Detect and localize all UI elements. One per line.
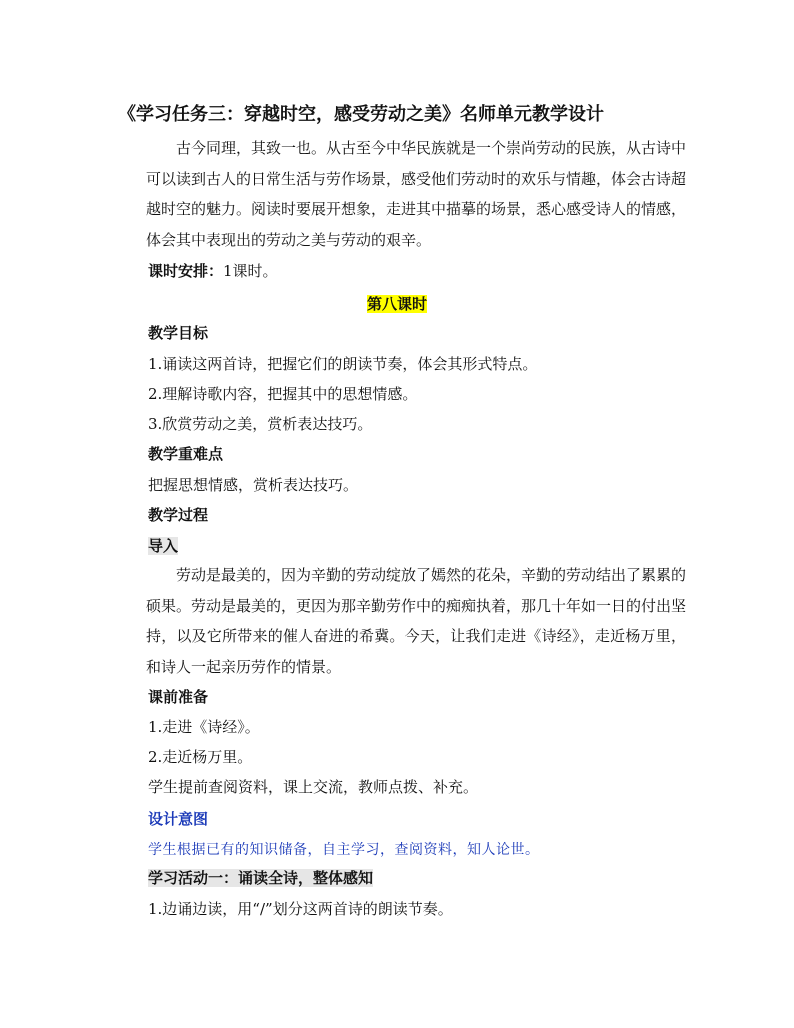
schedule-value: 1课时。 [223,262,278,280]
intro-paragraph: 古今同理，其致一也。从古至今中华民族就是一个崇尚劳动的民族，从古诗中可以读到古人的日常生活与劳作场景，感受他们劳动时的欢乐与情趣，体会古诗超越时空的魅力。阅读时要展开想象，走进其中描摹的场景，悉心感受诗人的情感，体会其中表现出的劳动之美与劳动的艰辛。 [146,139,687,249]
design-intent-text: 学生根据已有的知识储备，自主学习，查阅资料，知人论世。 [148,842,540,858]
activity1-heading [148,867,373,888]
goal-item: 1.诵读这两首诗，把握它们的朗读节奏，体会其形式特点。 [148,355,538,373]
prep-item: 2.走近杨万里。 [148,748,253,766]
key-points-heading: 教学重难点 [148,445,224,463]
intro-section-heading-text: 导入 [148,537,179,555]
schedule-line [148,260,278,281]
intro-section-text: 劳动是最美的，因为辛勤的劳动绽放了嫣然的花朵，辛勤的劳动结出了累累的硕果。劳动是最美的，更因为那辛勤劳作中的痴痴执着，那几十年如一日的付出坚持，以及它所带来的催人奋进的希冀。今天，让我们走进《诗经》，走近杨万里，和诗人一起亲历劳作的情景。 [146,566,687,676]
schedule-label: 课时安排： [148,262,224,280]
design-intent-heading: 设计意图 [148,810,209,828]
goal-item: 3.欣赏劳动之美，赏析表达技巧。 [148,415,373,433]
key-points-text: 把握思想情感，赏析表达技巧。 [148,476,359,494]
prep-item: 1.走进《诗经》。 [148,718,260,736]
goals-heading: 教学目标 [148,324,209,342]
activity1-item: 1.边诵边读，用“/”划分这两首诗的朗读节奏。 [148,900,453,918]
prep-heading: 课前准备 [148,688,209,706]
lesson-title-row [0,293,794,314]
prep-note: 学生提前查阅资料，课上交流，教师点拨、补充。 [148,778,479,796]
goal-item: 2.理解诗歌内容，把握其中的思想情感。 [148,385,418,403]
process-heading: 教学过程 [148,506,209,524]
activity1-heading-text: 学习活动一：诵读全诗，整体感知 [148,869,374,887]
page-title: 《学习任务三：穿越时空，感受劳动之美》名师单元教学设计 [118,104,604,125]
lesson-title: 第八课时 [366,295,427,313]
intro-section-heading [148,535,178,556]
